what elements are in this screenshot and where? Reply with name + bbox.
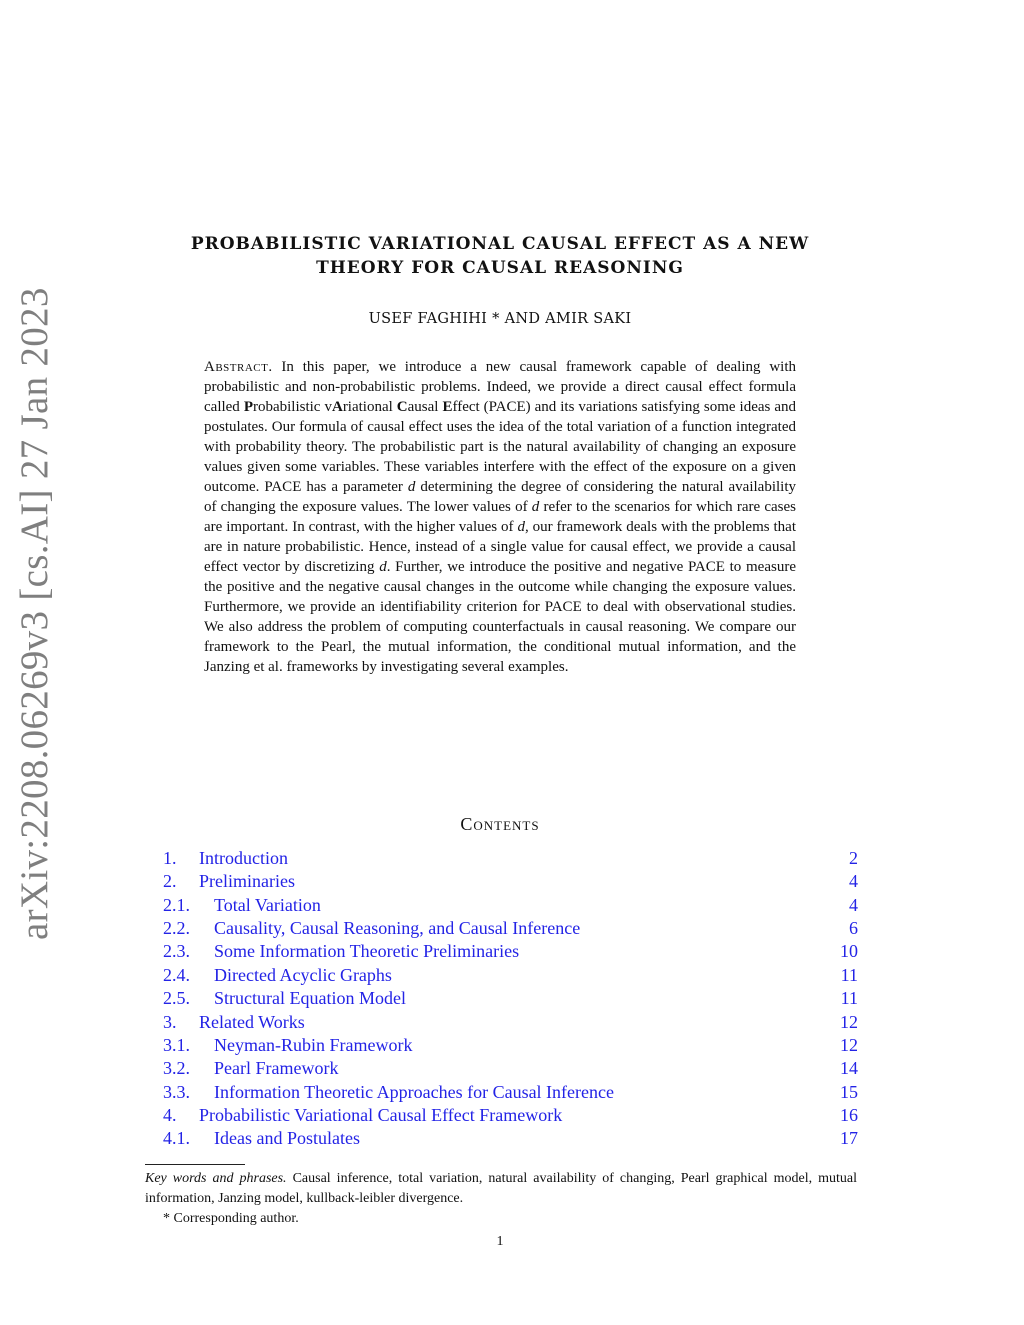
toc-entry-number[interactable]: 4.1.	[163, 1128, 190, 1149]
toc-entry[interactable]	[163, 964, 858, 987]
toc-entry[interactable]	[163, 1081, 858, 1104]
title-line-1: PROBABILISTIC VARIATIONAL CAUSAL EFFECT AS A NEW	[190, 234, 810, 254]
toc-entry[interactable]	[163, 847, 858, 870]
arxiv-identifier-stamp: arXiv:2208.06269v3 [cs.AI] 27 Jan 2023	[13, 287, 56, 940]
footnote	[145, 1169, 857, 1229]
contents-heading: Contents	[460, 814, 540, 834]
toc-entry[interactable]	[163, 1011, 858, 1034]
abstract-label: Abstract.	[204, 359, 273, 375]
toc-entry-page[interactable]: 12	[840, 1011, 858, 1032]
toc-entry-page[interactable]: 17	[840, 1128, 858, 1149]
keywords-label: Key words and phrases.	[145, 1171, 287, 1186]
toc-entry[interactable]	[163, 917, 858, 940]
toc-entry-number[interactable]: 2.3.	[163, 941, 190, 962]
toc-entry-number[interactable]: 2.4.	[163, 964, 190, 985]
toc-entry-number[interactable]: 2.1.	[163, 894, 190, 915]
acronym-rest-c: ausal	[407, 399, 443, 415]
toc-entry-page[interactable]: 4	[849, 894, 858, 915]
keywords-text: Causal inference, total variation, natural availability of changing, Pearl graphical model, mutual information, Janzing model, kullback-leibler divergence.	[145, 1171, 857, 1206]
corresponding-author-note: * Corresponding author.	[163, 1211, 299, 1226]
toc-entry[interactable]	[163, 870, 858, 893]
toc-entry-number[interactable]: 3.2.	[163, 1058, 190, 1079]
toc-entry-page[interactable]: 16	[840, 1104, 858, 1125]
abstract-var-d: d	[407, 479, 416, 495]
acronym-rest-e: ffect	[452, 399, 480, 415]
toc-entry-title[interactable]: Some Information Theoretic Preliminaries	[214, 941, 520, 962]
toc-entry-number[interactable]: 2.5.	[163, 988, 190, 1009]
toc-entry-number[interactable]: 3.1.	[163, 1034, 190, 1055]
toc-entry[interactable]	[163, 1127, 858, 1150]
toc-entry[interactable]	[163, 987, 858, 1010]
abstract-var-d: d	[517, 519, 525, 535]
toc-entry-number[interactable]: 4.	[163, 1104, 177, 1125]
toc-entry-title[interactable]: Structural Equation Model	[214, 988, 406, 1009]
toc-entry-page[interactable]: 6	[849, 918, 858, 939]
toc-entry-page[interactable]: 14	[840, 1058, 858, 1079]
toc-entry-number[interactable]: 2.	[163, 871, 177, 892]
toc-entry-number[interactable]: 1.	[163, 848, 177, 868]
acronym-initial-e: E	[442, 399, 453, 415]
table-of-contents	[163, 847, 858, 1151]
abstract-var-d: d	[379, 559, 387, 575]
toc-entry[interactable]	[163, 1034, 858, 1057]
abstract-text-a: In this paper, we introduce a new causal framework capable of dealing with probabilistic and non-probabilistic problems. Indeed, we provide a direct causal effect formula called	[204, 359, 796, 415]
toc-entry-page[interactable]: 11	[840, 964, 858, 985]
toc-entry-title[interactable]: Causality, Causal Reasoning, and Causal Inference	[214, 918, 581, 939]
acronym-initial-c: C	[396, 399, 408, 415]
abstract-var-d: d	[531, 499, 540, 515]
toc-entry-title[interactable]: Pearl Framework	[214, 1058, 339, 1079]
toc-entry-number[interactable]: 3.3.	[163, 1081, 190, 1102]
toc-entry-title[interactable]: Information Theoretic Approaches for Causal Inference	[214, 1081, 614, 1102]
toc-entry-page[interactable]: 11	[840, 988, 858, 1009]
toc-entry-title[interactable]: Directed Acyclic Graphs	[214, 964, 392, 985]
toc-entry-title[interactable]: Preliminaries	[199, 871, 295, 892]
toc-entry-title[interactable]: Ideas and Postulates	[214, 1128, 360, 1149]
abstract-text-f: . Further, we introduce the positive and negative PACE to measure the positive and the negative causal changes in the outcome while changing the exposure values. Furthermore, we provide an identifiability criterion for PACE to deal with observational studies. We also address the problem of computing counterfactuals in causal reasoning. We compare our framework to the Pearl, the mutual information, the conditional mutual information, and the Janzing et al. frameworks by investigating several examples.	[204, 559, 796, 675]
toc-entry-page[interactable]: 4	[849, 871, 858, 892]
footnote-rule	[145, 1164, 245, 1165]
abstract-text-d: refer to the scenarios for which rare cases are important. In contrast, with the higher values of	[204, 499, 796, 535]
toc-entry-title[interactable]: Neyman-Rubin Framework	[214, 1034, 413, 1055]
abstract-text-e: , our framework deals with the problems that are in nature probabilistic. Hence, instead of a single value for causal effect, we provide a causal effect vector by discretizing	[204, 519, 796, 575]
acronym-lead-v: v	[324, 399, 332, 415]
acronym-initial-a: A	[331, 399, 343, 415]
toc-entry-title[interactable]: Total Variation	[214, 894, 321, 915]
toc-entry-number[interactable]: 2.2.	[163, 918, 190, 939]
author-list: USEF FAGHIHI * AND AMIR SAKI	[368, 311, 632, 327]
title-line-2: THEORY FOR CAUSAL REASONING	[316, 258, 684, 278]
paper-title	[145, 232, 855, 280]
toc-entry-title[interactable]: Related Works	[199, 1011, 305, 1032]
toc-entry[interactable]	[163, 940, 858, 963]
toc-entry-page[interactable]: 12	[840, 1034, 858, 1055]
toc-entry-page[interactable]: 10	[840, 941, 858, 962]
toc-entry[interactable]	[163, 1104, 858, 1127]
acronym-initial-p: P	[243, 399, 253, 415]
toc-entry[interactable]	[163, 1057, 858, 1080]
abstract-text-c: determining the degree of considering the natural availability of changing the exposure values. The lower values of	[204, 479, 796, 515]
toc-entry[interactable]	[163, 894, 858, 917]
abstract-text-b: (PACE) and its variations satisfying some ideas and postulates. Our formula of causal effect uses the idea of the total variation of a function integrated with probability theory. The probabilistic part is the natural availability of changing an exposure values given some variables. These variables interfere with the effect of the exposure on a given outcome. PACE has a parameter	[204, 399, 796, 495]
toc-entry-title[interactable]: Probabilistic Variational Causal Effect Framework	[199, 1104, 563, 1125]
acronym-rest-a: riational	[342, 399, 397, 415]
acronym-rest-p: robabilistic	[252, 399, 325, 415]
toc-entry-page[interactable]: 15	[840, 1081, 858, 1102]
page-number: 1	[496, 1234, 504, 1249]
toc-entry-title[interactable]: Introduction	[199, 848, 288, 868]
toc-entry-page[interactable]: 2	[849, 848, 858, 868]
abstract	[204, 357, 796, 677]
toc-entry-number[interactable]: 3.	[163, 1011, 177, 1032]
